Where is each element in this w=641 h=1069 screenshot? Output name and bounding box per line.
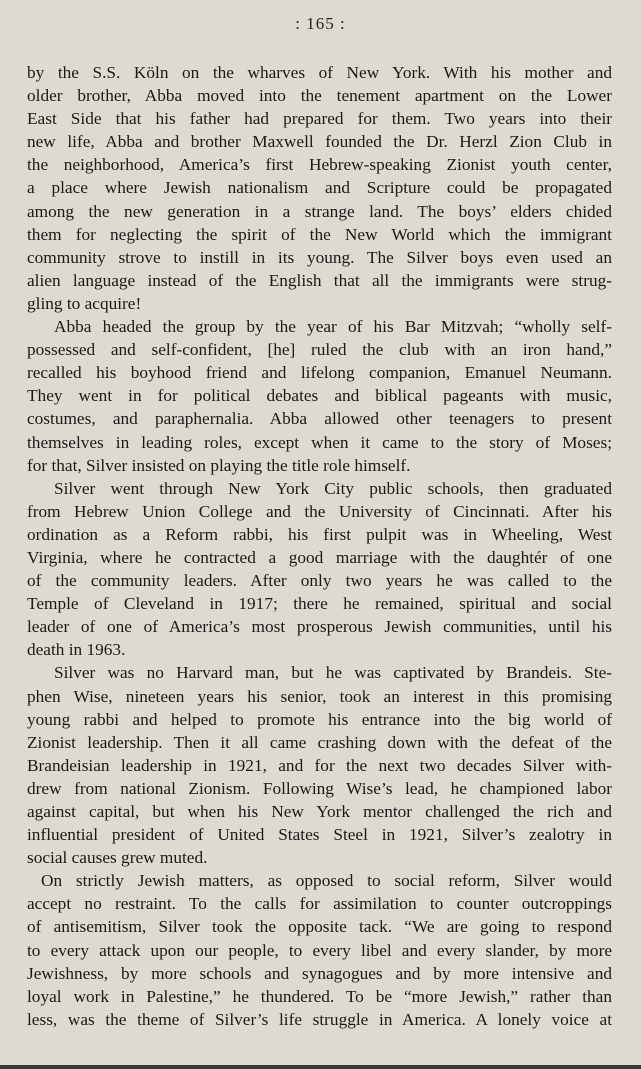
text-line: gling to acquire!: [27, 293, 142, 313]
text-line: Silver went through New York City public schools, then graduated: [54, 478, 612, 498]
text-line: Silver was no Harvard man, but he was captivated by Brandeis. Ste-: [54, 663, 612, 683]
text-line: social causes grew muted.: [27, 848, 208, 868]
text-line: of antisemitism, Silver took the opposite tack. “We are going to respond: [27, 917, 612, 937]
text-line: They went in for political debates and biblical pageants with music,: [27, 386, 612, 406]
text-line: older brother, Abba moved into the tenement apartment on the Lower: [27, 86, 612, 106]
text-line: loyal work in Palestine,” he thundered. To be “more Jewish,” rather than: [27, 986, 612, 1006]
text-line: ordination as a Reform rabbi, his first pulpit was in Wheeling, West: [27, 524, 612, 544]
text-line: possessed and self-confident, [he] ruled the club with an iron hand,”: [27, 340, 612, 360]
text-line: themselves in leading roles, except when it came to the story of Moses;: [27, 432, 612, 452]
text-line: for that, Silver insisted on playing the title role himself.: [27, 455, 411, 475]
text-line: from Hebrew Union College and the University of Cincinnati. After his: [27, 501, 612, 521]
text-line: to every attack upon our people, to every libel and every slander, by more: [27, 940, 612, 960]
text-line: accept no restraint. To the calls for assimilation to counter outcroppings: [27, 894, 612, 914]
text-line: alien language instead of the English that all the immigrants were strug-: [27, 270, 612, 290]
text-line: among the new generation in a strange land. The boys’ elders chided: [27, 201, 612, 221]
text-line: new life, Abba and brother Maxwell founded the Dr. Herzl Zion Club in: [27, 132, 612, 152]
text-line: On strictly Jewish matters, as opposed to social reform, Silver would: [41, 871, 612, 891]
text-line: them for neglecting the spirit of the New World which the immigrant: [27, 224, 612, 244]
text-line: drew from national Zionism. Following Wise’s lead, he championed labor: [27, 778, 612, 798]
text-line: influential president of United States Steel in 1921, Silver’s zealotry in: [27, 825, 612, 845]
text-line: the neighborhood, America’s first Hebrew-speaking Zionist youth center,: [27, 155, 612, 175]
text-line: recalled his boyhood friend and lifelong companion, Emanuel Neumann.: [27, 363, 612, 383]
text-line: Zionist leadership. Then it all came crashing down with the defeat of the: [27, 732, 612, 752]
text-line: Jewishness, by more schools and synagogues and by more intensive and: [27, 963, 612, 983]
text-line: young rabbi and helped to promote his entrance into the big world of: [27, 709, 612, 729]
text-line: Temple of Cleveland in 1917; there he remained, spiritual and social: [27, 594, 612, 614]
text-line: Brandeisian leadership in 1921, and for the next two decades Silver with-: [27, 755, 612, 775]
page-number: : 165 :: [295, 14, 346, 33]
text-line: leader of one of America’s most prosperous Jewish communities, until his: [27, 617, 612, 637]
text-line: Abba headed the group by the year of his Bar Mitzvah; “wholly self-: [54, 317, 612, 337]
text-line: East Side that his father had prepared for them. Two years into their: [27, 109, 612, 129]
text-line: Virginia, where he contracted a good marriage with the daughtér of one: [27, 547, 612, 567]
text-line: costumes, and paraphernalia. Abba allowed other teenagers to present: [27, 409, 612, 429]
text-line: a place where Jewish nationalism and Scripture could be propagated: [27, 178, 612, 198]
text-line: less, was the theme of Silver’s life struggle in America. A lonely voice at: [27, 1009, 612, 1029]
text-line: against capital, but when his New York mentor challenged the rich and: [27, 802, 612, 821]
text-line: phen Wise, nineteen years his senior, took an interest in this promising: [27, 686, 612, 706]
text-line: death in 1963.: [27, 640, 126, 660]
text-line: of the community leaders. After only two years he was called to the: [27, 571, 612, 591]
body-text: [27, 61, 612, 1031]
page-bottom-edge: [0, 1065, 641, 1069]
text-line: community strove to instill in its young. The Silver boys even used an: [27, 247, 612, 267]
text-line: by the S.S. Köln on the wharves of New York. With his mother and: [27, 63, 612, 82]
